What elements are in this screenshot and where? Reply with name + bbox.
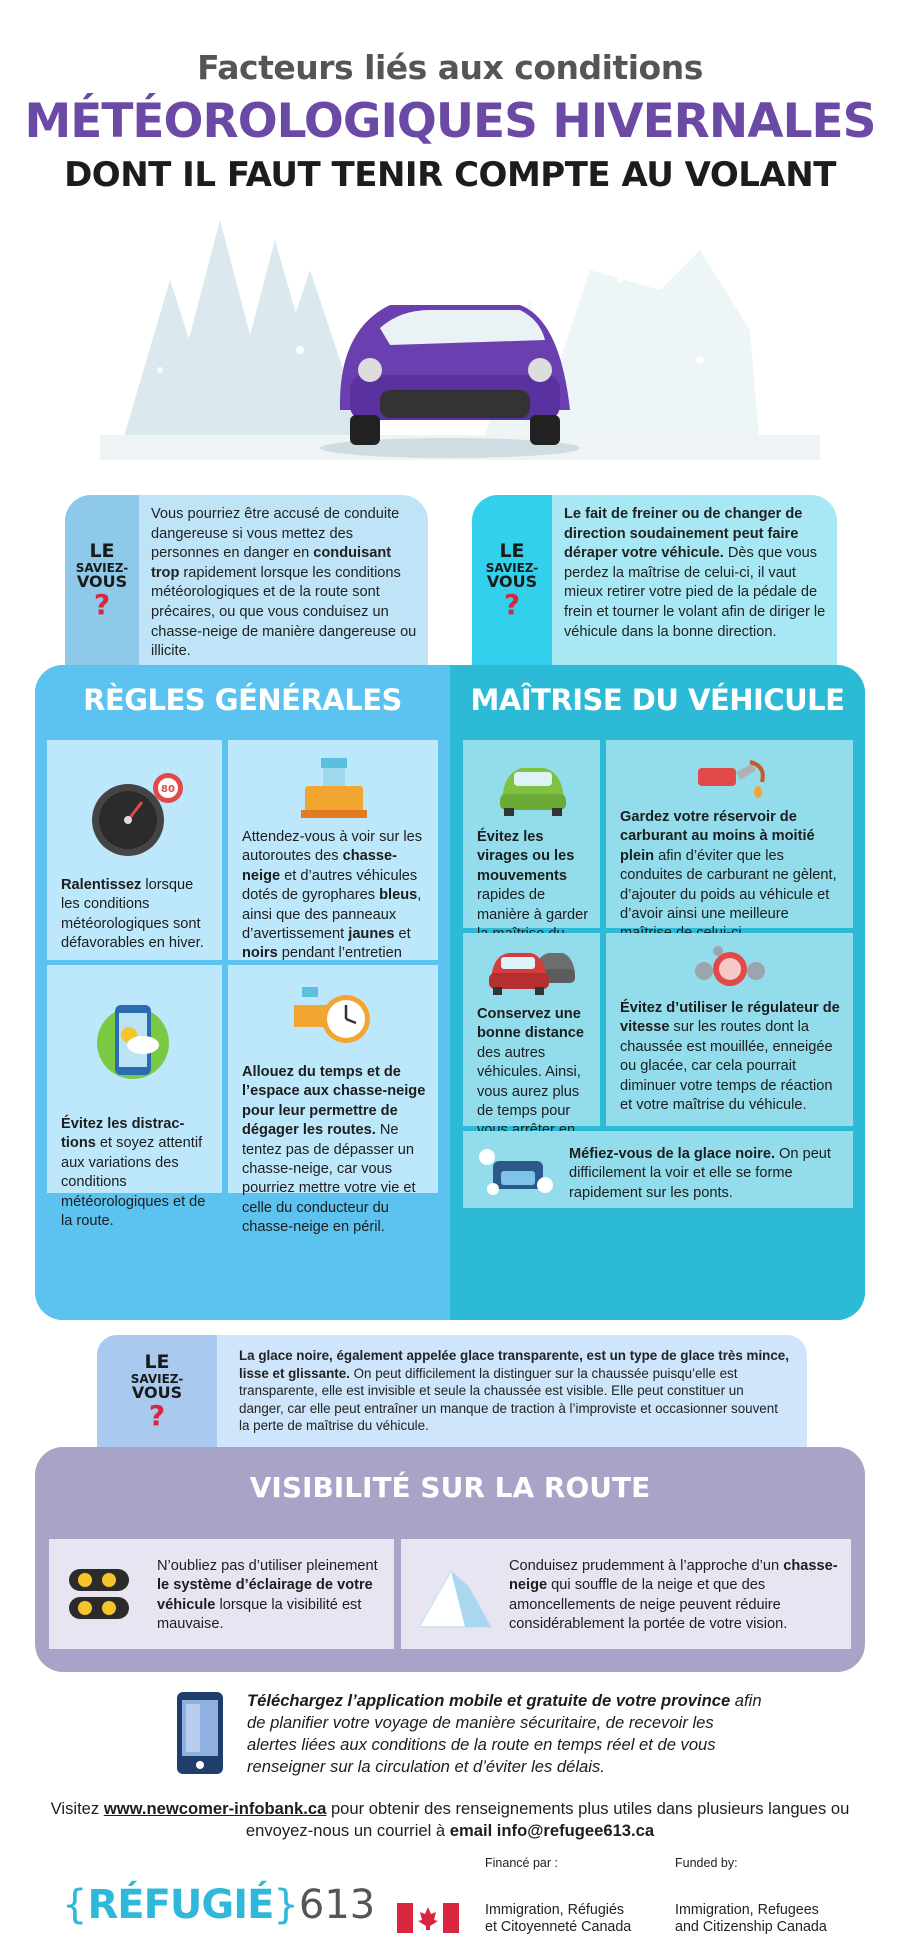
control-card-fuel <box>606 740 853 928</box>
visit-line <box>40 1798 860 1842</box>
text-bold: Évitez d’utiliser le régulateur de vitesse <box>620 1000 840 1036</box>
question-mark-icon: ? <box>93 587 111 621</box>
ircc-en <box>675 1902 827 1936</box>
text: Dès que vous perdez la maîtrise de celui-ci, il vaut mieux retirer votre pied de la pédale de frein et tourner le volant afin de diriger le véhicule dans la bonne direction. <box>564 545 826 640</box>
control-card-distance <box>463 933 600 1126</box>
text: lorsque les conditions météorologiques sont défavorables en hiver. <box>61 877 204 952</box>
text: pendant l’entretien <box>281 945 402 962</box>
label-vous: VOUS <box>76 571 128 591</box>
refugee613-logo <box>62 1882 375 1928</box>
text: et Citoyenneté Canada <box>485 1919 632 1935</box>
text: Conduisez prudemment à l’approche d’un <box>509 1558 784 1574</box>
snowplow-icon <box>293 754 373 824</box>
rule-card-snowplows <box>228 740 438 960</box>
text: des autres véhicules. Ainsi, vous aurez plus de temps pour <box>477 1044 581 1120</box>
text: and Citizenship Canada <box>675 1919 827 1935</box>
control-card-black-ice <box>463 1131 853 1208</box>
text-bold: Allouez du temps et de l’espace aux chasse-neige pour leur permettre de dégager les routes. <box>242 1064 426 1139</box>
title-line-2: MÉTÉOROLOGIQUES HIVERNALES <box>24 94 876 149</box>
logo-brace: } <box>273 1882 299 1928</box>
text-bold: Gardez votre réservoir de carburant au moins à moitié plein <box>620 809 815 864</box>
text: rapidement lorsque les conditions météorologiques et de la route sont précaires, ou que vous conduisez un chasse-neige de manière dangereuse ou illicite. <box>151 564 417 660</box>
text: et d’autres véhicules dotés de gyrophares <box>242 867 418 904</box>
text-bold: noirs <box>242 945 278 962</box>
visibility-section <box>35 1447 865 1672</box>
funded-by-en: Funded by: <box>675 1856 738 1870</box>
label-le: LE <box>89 539 115 562</box>
email-link[interactable]: email info@refugee613.ca <box>449 1821 655 1840</box>
weather-phone-icon <box>95 995 175 1085</box>
label-vous: VOUS <box>486 571 538 591</box>
text-bold: le système d’éclairage de votre véhicule <box>157 1577 373 1613</box>
funded-by-fr: Financé par : <box>485 1856 558 1870</box>
text: et soyez attentif aux variations des conditions météorologiques et de la route. <box>61 1135 206 1230</box>
text: N’oubliez pas d’utiliser pleinement <box>157 1558 378 1574</box>
visibility-card-snowplow <box>401 1539 851 1649</box>
text: Immigration, Refugees <box>675 1902 819 1918</box>
text-bold: Évitez les distractions <box>61 1116 185 1152</box>
label-le: LE <box>144 1350 170 1373</box>
text-bold: Le fait de freiner ou de changer de direction soudainement peut faire déraper votre véhicule. <box>564 506 803 562</box>
label-saviez: SAVIEZ- <box>75 560 129 575</box>
title-line-3: DONT IL FAUT TENIR COMPTE AU VOLANT <box>64 155 836 195</box>
control-card-cruise-control <box>606 933 853 1126</box>
text-bold: bleus <box>379 887 418 904</box>
phone-icon <box>175 1690 225 1776</box>
did-you-know-label <box>65 495 139 665</box>
title-line-1: Facteurs liés aux conditions <box>197 48 703 87</box>
speedometer-icon <box>80 770 190 860</box>
visibility-text <box>157 1557 385 1635</box>
did-you-know-box-3 <box>97 1335 807 1447</box>
did-you-know-label <box>472 495 552 665</box>
text: qui souffle de la neige et que des amoncellements de neige peuvent réduire considérablement la portée de votre vision. <box>509 1577 788 1633</box>
text-bold: Téléchargez l’application mobile et gratuite de votre province <box>247 1691 731 1710</box>
main-panel <box>35 665 865 1320</box>
text: Visitez <box>50 1799 104 1818</box>
rule-text <box>242 828 428 983</box>
label-saviez: SAVIEZ- <box>485 560 539 575</box>
text-bold: La glace noire, également appelée glace transparente, est un type de glace très mince, lisse et glissante. <box>239 1348 789 1381</box>
text-bold: conduisant trop <box>151 545 392 581</box>
visibility-card-lights <box>49 1539 394 1649</box>
rule-card-slow-down <box>47 740 222 960</box>
text-bold: chasse-neige <box>509 1558 838 1594</box>
canada-flag-icon <box>397 1903 459 1933</box>
text: , ainsi que des panneaux d’avertissement <box>242 887 422 943</box>
control-text <box>620 808 843 944</box>
text-bold: Méfiez-vous de la glace noire. <box>569 1146 775 1162</box>
text-bold: jaunes <box>348 926 395 943</box>
did-you-know-label <box>97 1335 217 1447</box>
winter-car-illustration <box>100 210 820 460</box>
text-bold: Ralentissez <box>61 877 142 893</box>
control-text <box>569 1145 843 1203</box>
text: Immigration, Réfugiés <box>485 1902 625 1918</box>
headlights-icon <box>65 1565 135 1625</box>
text: et <box>394 926 411 943</box>
text: pour obtenir des renseignements plus utiles dans plusieurs langues ou envoyez-nous un courriel à <box>245 1799 850 1840</box>
green-car-icon <box>492 760 572 820</box>
text-bold: Évitez les virages ou les mouvements <box>477 829 575 884</box>
visibility-title: VISIBILITÉ SUR LA ROUTE <box>249 1471 651 1504</box>
logo-name: RÉFUGIÉ <box>87 1882 274 1928</box>
rule-card-distractions <box>47 965 222 1230</box>
snowplow-clock-icon <box>288 979 378 1051</box>
logo-number: 613 <box>298 1882 376 1928</box>
icy-bridge-icon <box>475 1139 555 1199</box>
website-link[interactable]: www.newcomer-infobank.ca <box>103 1799 327 1818</box>
speed-badge: 80 <box>160 784 175 795</box>
fuel-nozzle-icon <box>690 752 770 802</box>
rule-text <box>61 1115 212 1231</box>
label-saviez: SAVIEZ- <box>130 1371 184 1386</box>
question-mark-icon: ? <box>148 1398 166 1432</box>
label-vous: VOUS <box>131 1382 183 1402</box>
text: On peut difficilement la voir et elle se forme rapidement sur les ponts. <box>569 1146 831 1201</box>
text: On peut difficilement la distinguer sur la chaussée puisqu’elle est transparente, elle est invisible et seule la chaussée est visible. Elle peut constituer un danger, car elle peut entraîner un manque de traction à l’improviste et occasionner souvent la perte de maîtrise du véhicule. <box>239 1365 778 1434</box>
did-you-know-text <box>139 495 428 665</box>
text-bold: Conservez une bonne distance <box>477 1006 585 1042</box>
ircc-fr <box>485 1902 631 1936</box>
did-you-know-text <box>552 495 837 665</box>
two-cars-icon <box>487 943 577 998</box>
rule-text <box>61 876 212 954</box>
text: lorsque la visibilité est mauvaise. <box>157 1596 362 1633</box>
question-mark-icon: ? <box>503 587 521 621</box>
rule-text <box>242 1063 428 1238</box>
snowy-trees-icon <box>120 220 370 450</box>
did-you-know-box-2 <box>472 495 837 665</box>
rule-card-snowplow-space <box>228 965 438 1236</box>
text: afin de planifier votre voyage de manière sécuritaire, de recevoir les alertes liées aux conditions de la route en temps réel et de vous renseigner sur la circulation et d’éviter les délais. <box>247 1691 762 1776</box>
label-le: LE <box>499 539 525 562</box>
snow-pile-icon <box>415 1561 495 1631</box>
control-card-sharp-turns <box>463 740 600 928</box>
text: afin d’éviter que les conduites de carburant ne gèlent, d’ajouter du poids au véhicule et d’avoir ainsi une meilleure <box>620 847 837 923</box>
app-promo-text <box>247 1690 767 1778</box>
text: Attendez-vous à voir sur les autoroutes des <box>242 829 423 865</box>
did-you-know-text <box>217 1335 807 1447</box>
cruise-control-icon <box>690 943 770 988</box>
text-bold: chasse-neige <box>242 848 397 884</box>
text: sur les routes dont la chaussée est mouillée, enneigée ou glacée, car cela pourrait diminuer votre temps de réaction et votre maîtrise du véhicule. <box>620 1019 833 1114</box>
text: Ne tentez pas de dépasser un chasse-neige, car vous pourriez mettre votre vie et celle du conducteur du chasse-neige en péril. <box>242 1122 416 1236</box>
text: rapides de manière à garder <box>477 887 589 923</box>
visibility-text <box>509 1557 839 1635</box>
vehicle-control-title: MAÎTRISE DU VÉHICULE <box>470 683 845 717</box>
did-you-know-box-1 <box>65 495 428 665</box>
control-text <box>620 999 843 1115</box>
logo-brace: { <box>62 1882 88 1928</box>
text: Vous pourriez être accusé de conduite dangereuse si vous mettez des personnes en danger en <box>151 506 400 562</box>
general-rules-title: RÈGLES GÉNÉRALES <box>83 683 402 717</box>
